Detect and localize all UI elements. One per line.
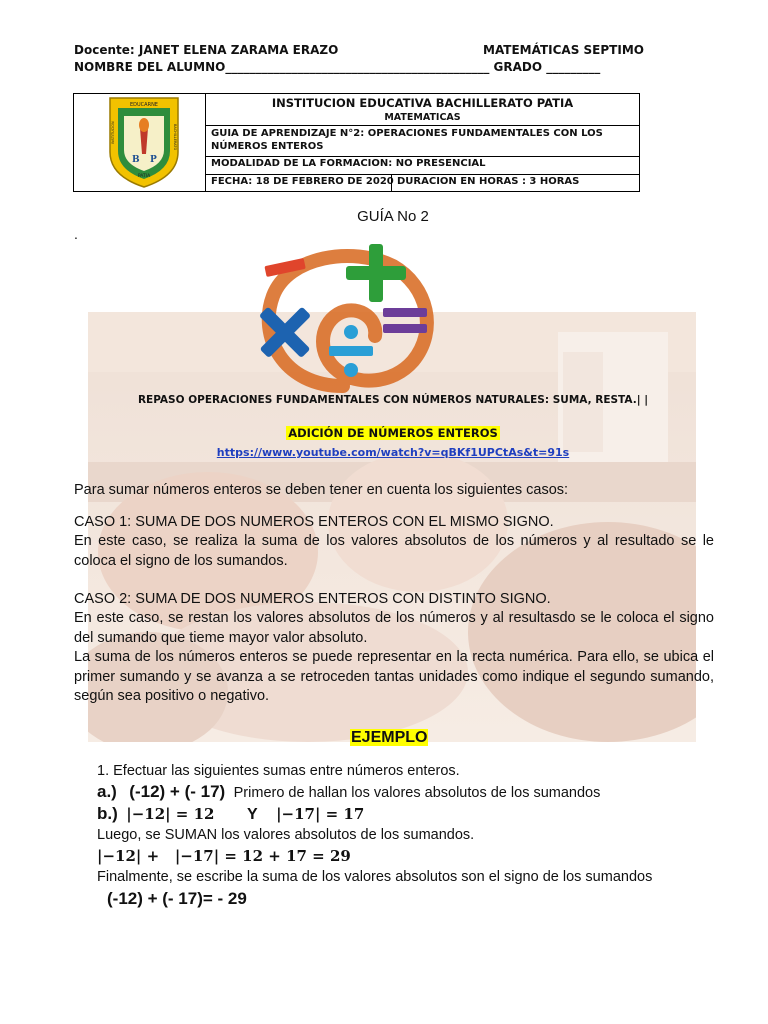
logo-bottom-text: PATIA bbox=[137, 174, 151, 179]
date-cell: FECHA: 18 DE FEBRERO DE 2020 bbox=[211, 176, 394, 187]
student-name-line: NOMBRE DEL ALUMNO____________________________________________ GRADO _________ bbox=[74, 60, 601, 74]
case1-text: En este caso, se realiza la suma de los valores absolutos de los números y al resultado se le coloca el signo de los sumandos. bbox=[74, 533, 714, 569]
duration-cell: DURACION EN HORAS : 3 HORAS bbox=[391, 175, 579, 191]
then-text: Luego, se SUMAN los valores absolutos de los sumandos. bbox=[97, 827, 475, 843]
case2-title: CASO 2: SUMA DE DOS NUMEROS ENTEROS CON DISTINTO SIGNO. bbox=[74, 591, 551, 607]
institution-title-cell bbox=[206, 94, 639, 126]
step-b-expression-1: |−12| = 12 bbox=[126, 805, 215, 823]
logo-p-letter: P bbox=[150, 155, 157, 165]
video-link-wrap bbox=[0, 443, 768, 461]
exercise-statement: 1. Efectuar las siguientes sumas entre números enteros. bbox=[97, 763, 460, 779]
institution-name: INSTITUCION EDUCATIVA BACHILLERATO PATIA bbox=[271, 96, 574, 110]
date-duration-row bbox=[206, 175, 639, 191]
guide-line-2: NÚMEROS ENTEROS bbox=[211, 141, 324, 152]
example-title-wrap bbox=[350, 729, 428, 747]
logo-right-text: BACHILLERATO bbox=[173, 124, 177, 151]
logo-left-text: INSTITUCION bbox=[111, 121, 115, 144]
intro-text: Para sumar números enteros se deben tener en cuenta los siguientes casos: bbox=[74, 482, 569, 498]
area-name: MATEMATICAS bbox=[384, 112, 461, 123]
guide-cell bbox=[206, 126, 639, 157]
addition-title: ADICIÓN DE NÚMEROS ENTEROS bbox=[288, 426, 498, 440]
review-title: REPASO OPERACIONES FUNDAMENTALES CON NÚMEROS NATURALES: SUMA, RESTA.| | bbox=[137, 394, 649, 406]
teacher-name: Docente: JANET ELENA ZARAMA ERAZO bbox=[74, 43, 339, 57]
step-a bbox=[97, 782, 600, 804]
stray-dot: . bbox=[74, 226, 78, 242]
step-b-y: Y bbox=[246, 806, 258, 823]
institution-header-table bbox=[73, 93, 640, 192]
step-b-label: b.) bbox=[97, 804, 118, 823]
guide-title: GUÍA No 2 bbox=[357, 208, 429, 225]
guide-line-1: GUIA DE APRENDIZAJE N°2: OPERACIONES FUNDAMENTALES CON LOS bbox=[211, 128, 603, 139]
logo-top-text: EDUCARNE bbox=[130, 102, 158, 108]
step-b-expression-2: |−17| = 17 bbox=[276, 805, 365, 823]
result-expression: (-12) + (- 17)= - 29 bbox=[107, 889, 247, 908]
final-text: Finalmente, se escribe la suma de los valores absolutos son el signo de los sumandos bbox=[97, 869, 653, 885]
case2-text: En este caso, se restan los valores absolutos de los números y al resultasdo se le coloca el signo del sumando que tieme mayor valor absoluto. bbox=[74, 610, 714, 646]
step-a-label: a.) bbox=[97, 782, 117, 801]
school-logo bbox=[74, 94, 206, 191]
math-operations-graphic bbox=[243, 236, 443, 396]
modality-cell: MODALIDAD DE LA FORMACION: NO PRESENCIAL bbox=[206, 157, 639, 175]
step-a-text: Primero de hallan los valores absolutos de los sumandos bbox=[233, 785, 601, 801]
number-line-text: La suma de los números enteros se puede representar en la recta numérica. Para ello, se ubica el primer sumando y se avanza a se retroceden tantas unidades como indique el segundo sumando, según sea positivo o negativo. bbox=[74, 649, 714, 704]
example-title: EJEMPLO bbox=[351, 729, 428, 746]
case1-title: CASO 1: SUMA DE DOS NUMEROS ENTEROS CON EL MISMO SIGNO. bbox=[74, 514, 554, 530]
logo-b-letter: B bbox=[132, 155, 140, 165]
subject-label: MATEMÁTICAS SEPTIMO bbox=[483, 43, 644, 57]
step-a-expression: (-12) + (- 17) bbox=[129, 782, 226, 801]
step-b bbox=[97, 804, 364, 824]
sum-expression: |−12| + |−17| = 12 + 17 = 29 bbox=[97, 847, 351, 865]
addition-title-wrap bbox=[0, 424, 768, 442]
video-link[interactable]: https://www.youtube.com/watch?v=qBKf1UPCtAs&t=91s bbox=[216, 446, 570, 459]
